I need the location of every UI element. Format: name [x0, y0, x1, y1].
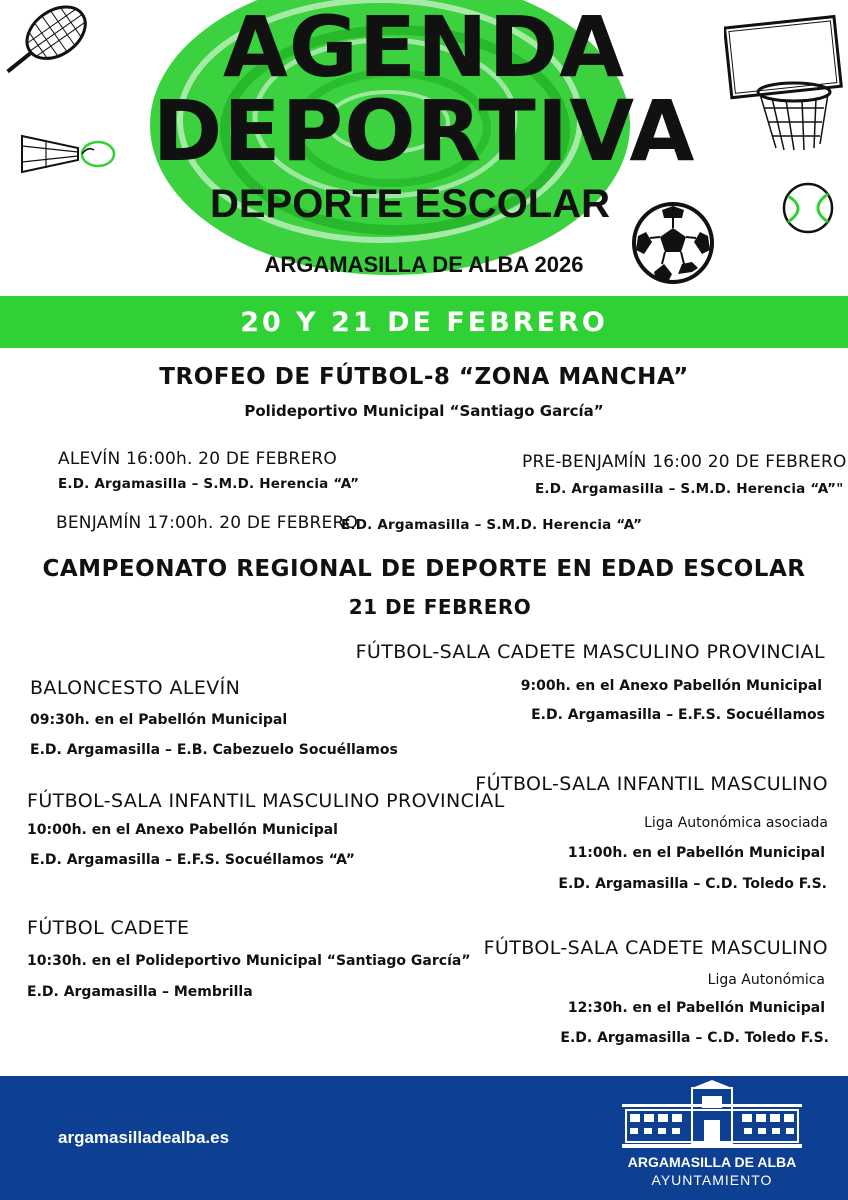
left-event-3-heading: FÚTBOL CADETE — [27, 917, 190, 939]
left-event-2-heading: FÚTBOL-SALA INFANTIL MASCULINO PROVINCIAL — [27, 790, 505, 812]
alevin-match: E.D. Argamasilla – S.M.D. Herencia “A” — [58, 476, 360, 492]
right-event-2-liga: Liga Autonómica asociada — [644, 815, 828, 831]
right-event-3-time: 12:30h. en el Pabellón Municipal — [567, 1000, 825, 1016]
poster-header — [0, 0, 848, 296]
campeonato-title: CAMPEONATO REGIONAL DE DEPORTE EN EDAD ESCOLAR — [42, 556, 806, 582]
title-deportiva: DEPORTIVA — [152, 82, 696, 180]
right-event-2-match: E.D. Argamasilla – C.D. Toledo F.S. — [558, 876, 827, 892]
left-event-2-match: E.D. Argamasilla – E.F.S. Socuéllamos “A” — [30, 852, 355, 868]
soccer-ball-icon — [630, 200, 716, 286]
website-link[interactable]: argamasilladealba.es — [58, 1128, 230, 1147]
subtitle: DEPORTE ESCOLAR — [209, 182, 611, 226]
right-event-1-match: E.D. Argamasilla – E.F.S. Socuéllamos — [531, 707, 825, 723]
tennis-ball-icon — [780, 180, 836, 236]
left-event-3-match: E.D. Argamasilla – Membrilla — [27, 984, 253, 1000]
alevin-category: ALEVÍN 16:00h. 20 DE FEBRERO — [58, 449, 337, 469]
badminton-racket-icon — [4, 4, 114, 94]
right-event-3-match: E.D. Argamasilla – C.D. Toledo F.S. — [560, 1030, 829, 1046]
benjamin-category: BENJAMÍN 17:00h. 20 DE FEBRERO — [56, 513, 359, 533]
right-event-1-heading: FÚTBOL-SALA CADETE MASCULINO PROVINCIAL — [355, 641, 825, 663]
right-event-2-heading: FÚTBOL-SALA INFANTIL MASCULINO — [475, 773, 828, 795]
org-name: ARGAMASILLA DE ALBA — [627, 1154, 797, 1170]
basketball-hoop-icon — [724, 8, 844, 158]
right-event-1-time: 9:00h. en el Anexo Pabellón Municipal — [520, 678, 822, 694]
date-banner — [0, 296, 848, 348]
shuttlecock-icon — [18, 128, 118, 178]
campeonato-date: 21 DE FEBRERO — [348, 595, 532, 619]
town-hall-logo-icon — [620, 1080, 804, 1152]
date-banner-text: 20 Y 21 DE FEBRERO — [240, 306, 608, 338]
left-event-1-match: E.D. Argamasilla – E.B. Cabezuelo Socuéllamos — [30, 742, 398, 758]
prebenjamin-category: PRE-BENJAMÍN 16:00 20 DE FEBRERO — [522, 452, 847, 472]
org-type: AYUNTAMIENTO — [651, 1172, 773, 1188]
title-agenda: AGENDA — [222, 0, 626, 96]
right-event-2-time: 11:00h. en el Pabellón Municipal — [567, 845, 825, 861]
city-year: ARGAMASILLA DE ALBA 2026 — [264, 252, 584, 277]
trofeo-venue: Polideportivo Municipal “Santiago García” — [244, 402, 604, 420]
right-event-3-heading: FÚTBOL-SALA CADETE MASCULINO — [483, 937, 828, 959]
left-event-2-time: 10:00h. en el Anexo Pabellón Municipal — [27, 822, 338, 838]
left-event-1-heading: BALONCESTO ALEVÍN — [30, 677, 241, 699]
left-event-1-time: 09:30h. en el Pabellón Municipal — [30, 712, 288, 728]
benjamin-match: E.D. Argamasilla – S.M.D. Herencia “A” — [341, 517, 643, 533]
trofeo-title: TROFEO DE FÚTBOL-8 “ZONA MANCHA” — [159, 364, 689, 390]
prebenjamin-match: E.D. Argamasilla – S.M.D. Herencia “A”" — [535, 481, 844, 497]
left-event-3-time: 10:30h. en el Polideportivo Municipal “Santiago García” — [27, 953, 471, 969]
right-event-3-liga: Liga Autonómica — [707, 972, 825, 988]
footer — [0, 1076, 848, 1200]
